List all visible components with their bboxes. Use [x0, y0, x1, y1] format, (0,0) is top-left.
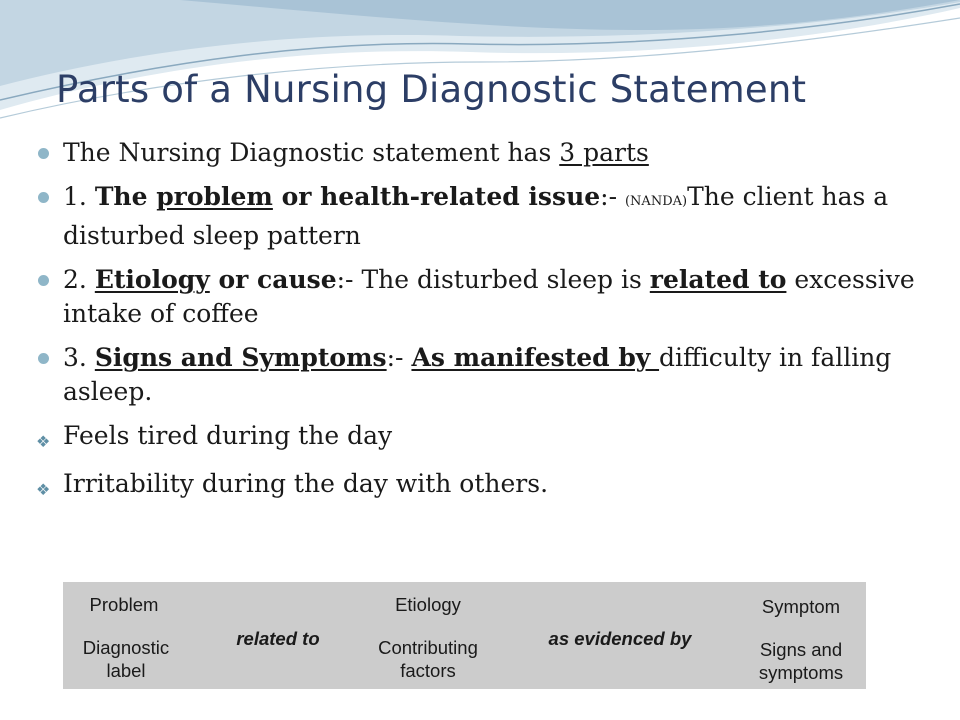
bullet-underlined-text: 3 parts: [559, 138, 649, 167]
bullet-number: 1.: [63, 182, 95, 211]
bullet-text: The Nursing Diagnostic statement has: [63, 138, 560, 167]
four-diamond-icon: ❖: [36, 432, 51, 451]
bullet-text: excessive intake of coffee: [63, 265, 915, 328]
four-diamond-icon: ❖: [36, 480, 51, 499]
bullet-bold-underlined-text: Signs and Symptoms: [94, 343, 387, 372]
bullet-separator: :-: [386, 343, 412, 372]
bullet-item: [36, 180, 936, 253]
sub-bullet-item: [36, 467, 936, 501]
diagram-symptom-heading: Symptom: [761, 596, 841, 617]
bullet-text: :- The disturbed sleep is: [336, 265, 650, 294]
bullet-dot-icon: [38, 192, 49, 203]
bullet-small-note: (NANDA): [624, 194, 688, 209]
slide-title: Parts of a Nursing Diagnostic Statement: [56, 68, 807, 111]
bullet-dot-icon: [38, 353, 49, 364]
diagram-diagnostic-label: Diagnostic label: [82, 637, 170, 681]
diagram-problem-heading: Problem: [89, 594, 159, 615]
diagram-related-to: related to: [236, 628, 320, 649]
bullet-text: The client has a disturbed sleep pattern: [63, 182, 889, 250]
bullet-bold-text: The: [94, 182, 157, 211]
bullet-dot-icon: [38, 148, 49, 159]
bullet-bold-text: or health-related issue: [272, 182, 601, 211]
bullet-bold-underlined-text: As manifested by: [411, 343, 660, 372]
bullet-text: difficulty in falling asleep.: [63, 343, 892, 406]
bullet-item: [36, 136, 936, 170]
diagram-signs-and-symptoms: Signs and symptoms: [758, 639, 844, 683]
bullet-number: 2.: [63, 265, 95, 294]
diagram-as-evidenced-by: as evidenced by: [548, 628, 692, 649]
bullet-list: [36, 136, 936, 515]
bullet-dot-icon: [38, 275, 49, 286]
sub-bullet-item: [36, 419, 936, 453]
bullet-bold-text: or cause: [209, 265, 337, 294]
bullet-bold-underlined-text: related to: [649, 265, 787, 294]
bullet-item: [36, 263, 936, 331]
bullet-bold-underlined-text: problem: [156, 182, 273, 211]
sub-bullet-text: Feels tired during the day: [63, 421, 393, 450]
bullet-item: [36, 341, 936, 409]
bullet-bold-underlined-text: Etiology: [94, 265, 210, 294]
bullet-separator: :-: [600, 182, 625, 211]
sub-bullet-text: Irritability during the day with others.: [63, 469, 549, 498]
diagram-contributing-factors: Contributing factors: [378, 637, 478, 681]
diagram-etiology-heading: Etiology: [395, 594, 461, 615]
bullet-number: 3.: [63, 343, 95, 372]
diagnosis-structure-diagram: [63, 582, 866, 689]
